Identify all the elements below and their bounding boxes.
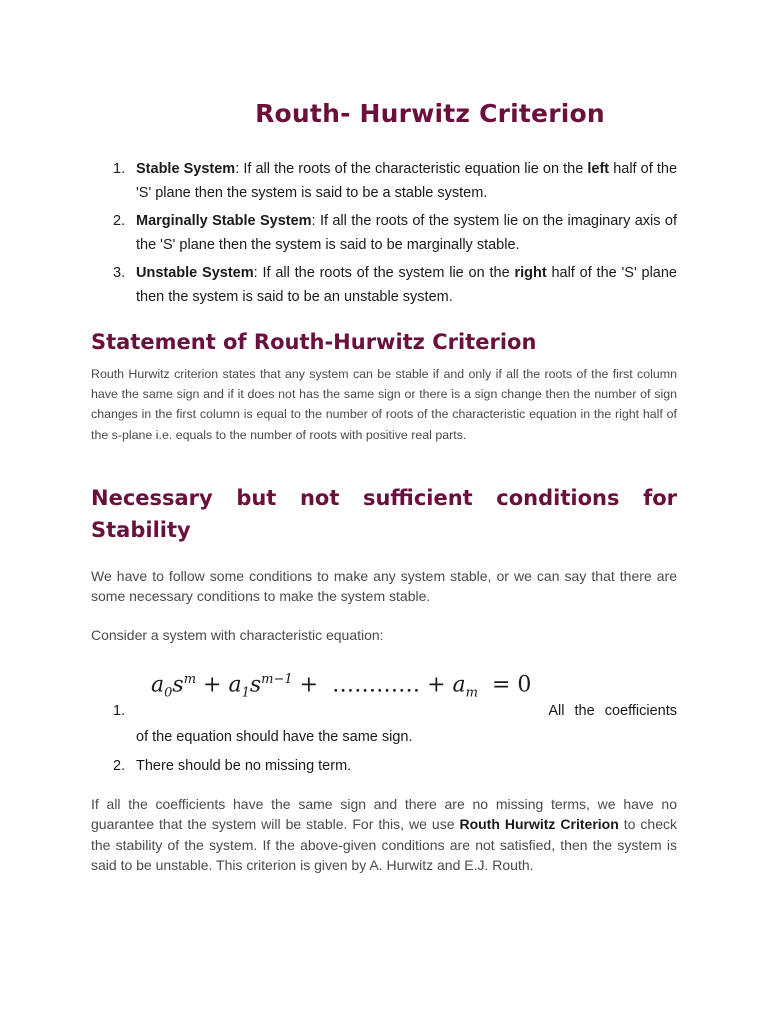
list-number: 2. [113, 213, 126, 229]
term: Unstable System [136, 265, 254, 281]
emphasis: right [514, 265, 547, 281]
item-text: : If all the roots of the characteristic equation lie on the [235, 161, 588, 177]
item-text-continued: of the equation should have the same sign. [136, 729, 413, 745]
item-text: All the coefficients [548, 703, 677, 719]
list-number: 1. [113, 161, 126, 177]
item-text: There should be no missing term. [136, 758, 352, 774]
list-number: 2. [113, 758, 126, 774]
list-number: 3. [113, 265, 126, 281]
intro-paragraph: We have to follow some conditions to make any system stable, or we can say that there are some necessary conditions to make the system stable. [91, 568, 677, 605]
item-text: half of the 'S' plane then the system is said to be a stable system. [136, 161, 678, 201]
section-heading-statement: Statement of Routh-Hurwitz Criterion [91, 330, 537, 354]
consider-paragraph: Consider a system with characteristic equation: [91, 627, 384, 643]
list-item [91, 754, 677, 778]
conditions-list [91, 754, 677, 782]
equation-list-item [91, 672, 677, 722]
item-text: half of the 'S' plane then the system is said to be an unstable system. [136, 265, 677, 305]
characteristic-equation: $a_0s^m + a_1s^{m-1}$ + ………… + $a_m = 0$ [151, 672, 532, 701]
list-item [91, 157, 677, 205]
emphasis: left [587, 161, 610, 177]
stability-types-list [91, 157, 677, 313]
item-text: : If all the roots of the system lie on the [253, 265, 515, 281]
section-heading-necessary: Necessary but not sufficient conditions for Stability [91, 486, 677, 542]
item-text: : If all the roots of the system lie on the imaginary axis of the 'S' plane then the system is said to be marginally stable. [136, 213, 677, 253]
statement-paragraph: Routh Hurwitz criterion states that any system can be stable if and only if all the roots of the first column have the same sign and if it does not has the same sign or there is a sign change then the number of sign changes in the first column is equal to the number of roots of the characteristic equation in the right half of the s-plane i.e. equals to the number of roots with positive real parts. [91, 367, 677, 442]
term: Marginally Stable System [136, 213, 312, 229]
list-item [91, 261, 677, 309]
list-item [91, 209, 677, 257]
emphasis: Routh Hurwitz Criterion [459, 816, 619, 833]
page-title: Routh- Hurwitz Criterion [255, 99, 605, 128]
term: Stable System [136, 161, 236, 177]
closing-paragraph: If all the coefficients have the same sign and there are no missing terms, we have no guarantee that the system will be stable. For this, we use Routh Hurwitz Criterion to check the stability of the system. If the above-given conditions are not satisfied, then the system is said to be unstable. This criterion is given by A. Hurwitz and E.J. Routh. [91, 796, 677, 873]
list-number: 1. [113, 703, 126, 719]
